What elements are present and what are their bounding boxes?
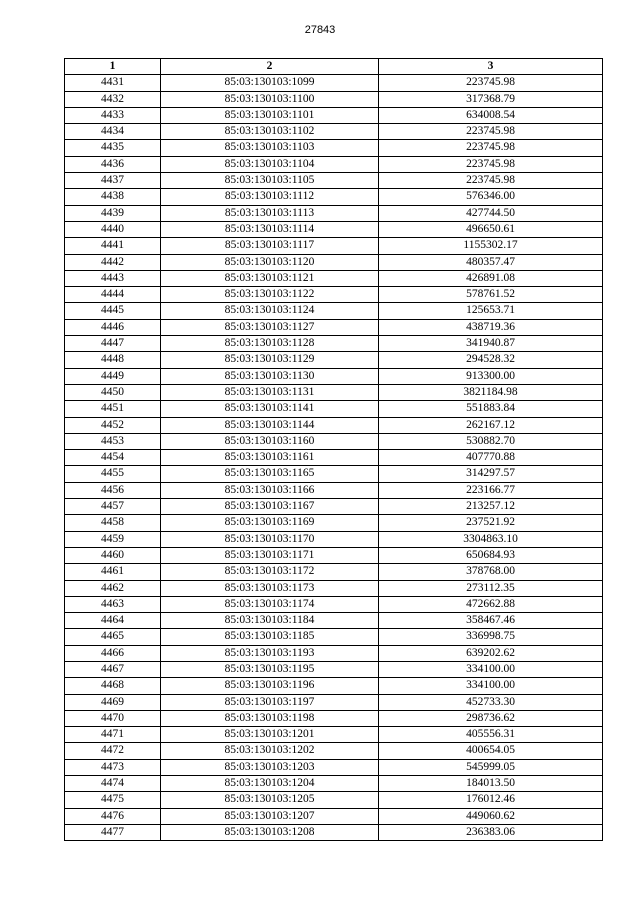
cadastral-number-cell: 85:03:130103:1100 bbox=[161, 91, 379, 107]
value-cell: 427744.50 bbox=[379, 205, 603, 221]
value-cell: 223745.98 bbox=[379, 124, 603, 140]
cadastral-number-cell: 85:03:130103:1113 bbox=[161, 205, 379, 221]
row-number-cell: 4452 bbox=[65, 417, 161, 433]
value-cell: 634008.54 bbox=[379, 107, 603, 123]
table-row bbox=[65, 303, 603, 319]
cadastral-number-cell: 85:03:130103:1099 bbox=[161, 75, 379, 91]
value-cell: 639202.62 bbox=[379, 645, 603, 661]
row-number-cell: 4438 bbox=[65, 189, 161, 205]
table-row bbox=[65, 75, 603, 91]
page-number: 27843 bbox=[304, 24, 336, 36]
table-row bbox=[65, 384, 603, 400]
cadastral-number-cell: 85:03:130103:1114 bbox=[161, 221, 379, 237]
value-cell: 223745.98 bbox=[379, 75, 603, 91]
table-row bbox=[65, 450, 603, 466]
row-number-cell: 4462 bbox=[65, 580, 161, 596]
table-row bbox=[65, 140, 603, 156]
row-number-cell: 4459 bbox=[65, 531, 161, 547]
cadastral-number-cell: 85:03:130103:1127 bbox=[161, 319, 379, 335]
cadastral-number-cell: 85:03:130103:1207 bbox=[161, 808, 379, 824]
cadastral-number-cell: 85:03:130103:1174 bbox=[161, 596, 379, 612]
value-cell: 223745.98 bbox=[379, 173, 603, 189]
row-number-cell: 4467 bbox=[65, 661, 161, 677]
value-cell: 1155302.17 bbox=[379, 238, 603, 254]
value-cell: 480357.47 bbox=[379, 254, 603, 270]
table-row bbox=[65, 564, 603, 580]
row-number-cell: 4453 bbox=[65, 433, 161, 449]
cadastral-number-cell: 85:03:130103:1193 bbox=[161, 645, 379, 661]
value-cell: 298736.62 bbox=[379, 710, 603, 726]
cadastral-number-cell: 85:03:130103:1205 bbox=[161, 792, 379, 808]
table-row bbox=[65, 156, 603, 172]
table-row bbox=[65, 694, 603, 710]
value-cell: 336998.75 bbox=[379, 629, 603, 645]
row-number-cell: 4448 bbox=[65, 352, 161, 368]
value-cell: 358467.46 bbox=[379, 613, 603, 629]
data-table bbox=[64, 58, 603, 841]
table-row bbox=[65, 91, 603, 107]
table-row bbox=[65, 124, 603, 140]
table-row bbox=[65, 776, 603, 792]
cadastral-number-cell: 85:03:130103:1121 bbox=[161, 270, 379, 286]
column-header-2: 2 bbox=[161, 59, 379, 75]
table-row bbox=[65, 547, 603, 563]
value-cell: 545999.05 bbox=[379, 759, 603, 775]
cadastral-number-cell: 85:03:130103:1184 bbox=[161, 613, 379, 629]
table-header-row bbox=[65, 59, 603, 75]
row-number-cell: 4457 bbox=[65, 499, 161, 515]
row-number-cell: 4466 bbox=[65, 645, 161, 661]
cadastral-number-cell: 85:03:130103:1173 bbox=[161, 580, 379, 596]
cadastral-number-cell: 85:03:130103:1141 bbox=[161, 401, 379, 417]
value-cell: 405556.31 bbox=[379, 727, 603, 743]
table-row bbox=[65, 596, 603, 612]
row-number-cell: 4471 bbox=[65, 727, 161, 743]
value-cell: 223166.77 bbox=[379, 482, 603, 498]
row-number-cell: 4461 bbox=[65, 564, 161, 580]
row-number-cell: 4464 bbox=[65, 613, 161, 629]
value-cell: 452733.30 bbox=[379, 694, 603, 710]
cadastral-number-cell: 85:03:130103:1105 bbox=[161, 173, 379, 189]
cadastral-number-cell: 85:03:130103:1120 bbox=[161, 254, 379, 270]
row-number-cell: 4434 bbox=[65, 124, 161, 140]
row-number-cell: 4440 bbox=[65, 221, 161, 237]
value-cell: 334100.00 bbox=[379, 661, 603, 677]
table-row bbox=[65, 531, 603, 547]
row-number-cell: 4454 bbox=[65, 450, 161, 466]
cadastral-number-cell: 85:03:130103:1160 bbox=[161, 433, 379, 449]
row-number-cell: 4449 bbox=[65, 368, 161, 384]
value-cell: 273112.35 bbox=[379, 580, 603, 596]
cadastral-number-cell: 85:03:130103:1102 bbox=[161, 124, 379, 140]
table-row bbox=[65, 808, 603, 824]
table-row bbox=[65, 352, 603, 368]
value-cell: 125653.71 bbox=[379, 303, 603, 319]
row-number-cell: 4474 bbox=[65, 776, 161, 792]
value-cell: 176012.46 bbox=[379, 792, 603, 808]
row-number-cell: 4465 bbox=[65, 629, 161, 645]
table-row bbox=[65, 221, 603, 237]
table-body bbox=[65, 75, 603, 841]
value-cell: 576346.00 bbox=[379, 189, 603, 205]
cadastral-number-cell: 85:03:130103:1201 bbox=[161, 727, 379, 743]
row-number-cell: 4446 bbox=[65, 319, 161, 335]
cadastral-number-cell: 85:03:130103:1167 bbox=[161, 499, 379, 515]
row-number-cell: 4469 bbox=[65, 694, 161, 710]
table-row bbox=[65, 645, 603, 661]
table-row bbox=[65, 107, 603, 123]
cadastral-number-cell: 85:03:130103:1172 bbox=[161, 564, 379, 580]
value-cell: 184013.50 bbox=[379, 776, 603, 792]
cadastral-number-cell: 85:03:130103:1196 bbox=[161, 678, 379, 694]
table-row bbox=[65, 401, 603, 417]
cadastral-number-cell: 85:03:130103:1144 bbox=[161, 417, 379, 433]
row-number-cell: 4450 bbox=[65, 384, 161, 400]
value-cell: 223745.98 bbox=[379, 156, 603, 172]
table-row bbox=[65, 759, 603, 775]
value-cell: 472662.88 bbox=[379, 596, 603, 612]
row-number-cell: 4443 bbox=[65, 270, 161, 286]
value-cell: 262167.12 bbox=[379, 417, 603, 433]
table-row bbox=[65, 417, 603, 433]
table-row bbox=[65, 661, 603, 677]
cadastral-number-cell: 85:03:130103:1195 bbox=[161, 661, 379, 677]
value-cell: 237521.92 bbox=[379, 515, 603, 531]
cadastral-number-cell: 85:03:130103:1170 bbox=[161, 531, 379, 547]
value-cell: 334100.00 bbox=[379, 678, 603, 694]
table-row bbox=[65, 189, 603, 205]
table-row bbox=[65, 499, 603, 515]
cadastral-number-cell: 85:03:130103:1131 bbox=[161, 384, 379, 400]
cadastral-number-cell: 85:03:130103:1185 bbox=[161, 629, 379, 645]
table-row bbox=[65, 580, 603, 596]
column-header-1: 1 bbox=[65, 59, 161, 75]
table-row bbox=[65, 433, 603, 449]
row-number-cell: 4475 bbox=[65, 792, 161, 808]
row-number-cell: 4476 bbox=[65, 808, 161, 824]
row-number-cell: 4432 bbox=[65, 91, 161, 107]
cadastral-number-cell: 85:03:130103:1130 bbox=[161, 368, 379, 384]
value-cell: 449060.62 bbox=[379, 808, 603, 824]
table-row bbox=[65, 678, 603, 694]
value-cell: 236383.06 bbox=[379, 824, 603, 840]
table-row bbox=[65, 466, 603, 482]
cadastral-number-cell: 85:03:130103:1124 bbox=[161, 303, 379, 319]
cadastral-number-cell: 85:03:130103:1129 bbox=[161, 352, 379, 368]
table-row bbox=[65, 205, 603, 221]
cadastral-number-cell: 85:03:130103:1117 bbox=[161, 238, 379, 254]
value-cell: 317368.79 bbox=[379, 91, 603, 107]
table-row bbox=[65, 287, 603, 303]
row-number-cell: 4435 bbox=[65, 140, 161, 156]
cadastral-number-cell: 85:03:130103:1169 bbox=[161, 515, 379, 531]
table-row bbox=[65, 368, 603, 384]
value-cell: 496650.61 bbox=[379, 221, 603, 237]
cadastral-number-cell: 85:03:130103:1165 bbox=[161, 466, 379, 482]
row-number-cell: 4468 bbox=[65, 678, 161, 694]
cadastral-number-cell: 85:03:130103:1103 bbox=[161, 140, 379, 156]
table-row bbox=[65, 173, 603, 189]
table-row bbox=[65, 482, 603, 498]
value-cell: 314297.57 bbox=[379, 466, 603, 482]
value-cell: 578761.52 bbox=[379, 287, 603, 303]
table-row bbox=[65, 727, 603, 743]
row-number-cell: 4445 bbox=[65, 303, 161, 319]
table-row bbox=[65, 515, 603, 531]
table-row bbox=[65, 613, 603, 629]
row-number-cell: 4455 bbox=[65, 466, 161, 482]
row-number-cell: 4456 bbox=[65, 482, 161, 498]
value-cell: 3821184.98 bbox=[379, 384, 603, 400]
table-row bbox=[65, 238, 603, 254]
cadastral-number-cell: 85:03:130103:1171 bbox=[161, 547, 379, 563]
cadastral-number-cell: 85:03:130103:1198 bbox=[161, 710, 379, 726]
row-number-cell: 4463 bbox=[65, 596, 161, 612]
row-number-cell: 4451 bbox=[65, 401, 161, 417]
value-cell: 213257.12 bbox=[379, 499, 603, 515]
value-cell: 3304863.10 bbox=[379, 531, 603, 547]
table-row bbox=[65, 824, 603, 840]
table-row bbox=[65, 710, 603, 726]
value-cell: 530882.70 bbox=[379, 433, 603, 449]
row-number-cell: 4447 bbox=[65, 336, 161, 352]
cadastral-number-cell: 85:03:130103:1166 bbox=[161, 482, 379, 498]
cadastral-number-cell: 85:03:130103:1128 bbox=[161, 336, 379, 352]
row-number-cell: 4436 bbox=[65, 156, 161, 172]
table-row bbox=[65, 319, 603, 335]
cadastral-number-cell: 85:03:130103:1101 bbox=[161, 107, 379, 123]
table-row bbox=[65, 270, 603, 286]
value-cell: 294528.32 bbox=[379, 352, 603, 368]
row-number-cell: 4433 bbox=[65, 107, 161, 123]
table-row bbox=[65, 336, 603, 352]
value-cell: 400654.05 bbox=[379, 743, 603, 759]
cadastral-number-cell: 85:03:130103:1204 bbox=[161, 776, 379, 792]
row-number-cell: 4437 bbox=[65, 173, 161, 189]
cadastral-number-cell: 85:03:130103:1122 bbox=[161, 287, 379, 303]
row-number-cell: 4431 bbox=[65, 75, 161, 91]
cadastral-number-cell: 85:03:130103:1112 bbox=[161, 189, 379, 205]
cadastral-number-cell: 85:03:130103:1197 bbox=[161, 694, 379, 710]
value-cell: 913300.00 bbox=[379, 368, 603, 384]
table-row bbox=[65, 629, 603, 645]
row-number-cell: 4458 bbox=[65, 515, 161, 531]
row-number-cell: 4472 bbox=[65, 743, 161, 759]
table-row bbox=[65, 792, 603, 808]
table-row bbox=[65, 254, 603, 270]
value-cell: 378768.00 bbox=[379, 564, 603, 580]
row-number-cell: 4439 bbox=[65, 205, 161, 221]
row-number-cell: 4441 bbox=[65, 238, 161, 254]
cadastral-number-cell: 85:03:130103:1202 bbox=[161, 743, 379, 759]
row-number-cell: 4444 bbox=[65, 287, 161, 303]
table-row bbox=[65, 743, 603, 759]
cadastral-number-cell: 85:03:130103:1161 bbox=[161, 450, 379, 466]
value-cell: 551883.84 bbox=[379, 401, 603, 417]
row-number-cell: 4477 bbox=[65, 824, 161, 840]
cadastral-number-cell: 85:03:130103:1203 bbox=[161, 759, 379, 775]
value-cell: 426891.08 bbox=[379, 270, 603, 286]
value-cell: 341940.87 bbox=[379, 336, 603, 352]
cadastral-number-cell: 85:03:130103:1208 bbox=[161, 824, 379, 840]
row-number-cell: 4442 bbox=[65, 254, 161, 270]
value-cell: 438719.36 bbox=[379, 319, 603, 335]
column-header-3: 3 bbox=[379, 59, 603, 75]
row-number-cell: 4470 bbox=[65, 710, 161, 726]
value-cell: 407770.88 bbox=[379, 450, 603, 466]
value-cell: 223745.98 bbox=[379, 140, 603, 156]
row-number-cell: 4460 bbox=[65, 547, 161, 563]
row-number-cell: 4473 bbox=[65, 759, 161, 775]
cadastral-number-cell: 85:03:130103:1104 bbox=[161, 156, 379, 172]
value-cell: 650684.93 bbox=[379, 547, 603, 563]
